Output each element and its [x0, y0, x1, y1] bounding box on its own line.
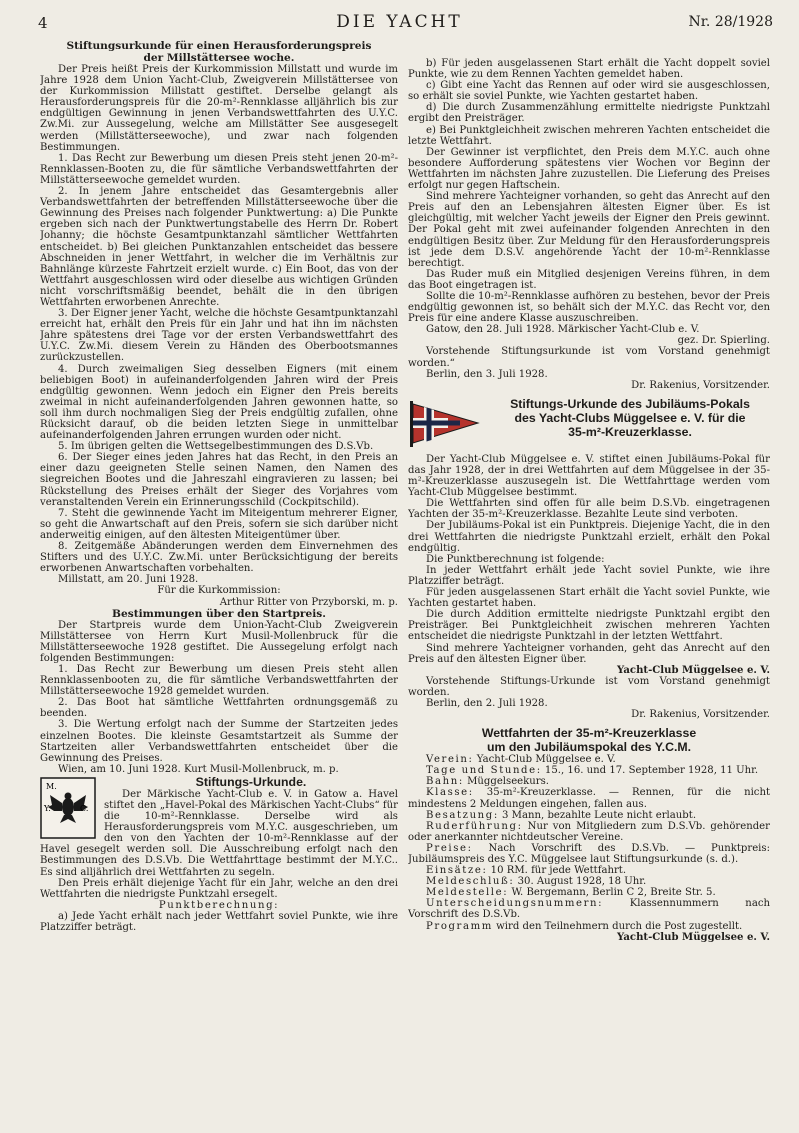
- place-date: Millstatt, am 20. Juni 1928.: [58, 574, 199, 586]
- field-entry: [408, 821, 770, 843]
- field-label: Programm: [426, 920, 493, 932]
- paragraph: Vorstehende Stiftungsurkunde ist vom Vorstand genehmigt worden.“: [408, 346, 770, 369]
- signature: Yacht-Club Müggelsee e. V.: [616, 664, 770, 676]
- paragraph: 1. Das Recht zur Bewerbung um diesen Preis steht allen Rennklassenbooten zu, die für sämtliche Verbandswettfahrten der Millstätterseewoche 1928 gemeldet wurden.: [40, 663, 398, 698]
- paragraph: Der Startpreis wurde dem Union-Yacht-Club Zweigverein Millstättersee von Herrn Kurt Musil-Mollenbruck für die Millstätterseewoche 1928 gestiftet. Die Aussegelung erfolgt nach folgenden Bestimmungen:: [40, 619, 398, 664]
- paragraph: Sind mehrere Yachteigner vorhanden, so geht das Anrecht auf den Preis auf den an Lebensjahren ältesten Eigner über. Es ist gleichgültig, mit welcher Yacht jeweils der Eigner den Preis gewinnt. Der Pokal geht mit zwei aufeinander folgenden Anrechten in den endgültigen Besitz über. Zur Meldung für den Herausforderungspreis ist jede dem D.S.V. angehörende Yacht der 10-m²-Rennklasse berechtigt.: [408, 191, 770, 269]
- paragraph: 4. Durch zweimaligen Sieg desselben Eigners (mit einem beliebigen Boot) in aufeinanderfolgenden Jahren wird der Preis endgültig gewonnen. Wenn jedoch ein Eigner den Preis bereits zweimal in nicht aufeinanderfolgenden Jahren gewonnen hatte, so soll ihm durch nochmaligen Sieg der Preis endgültig zufallen, ohne Rücksicht darauf, ob die beiden letzten Siege in unmittelbar aufeinanderfolgenden Jahren errungen wurden oder nicht.: [40, 363, 398, 442]
- paragraph: Die Wettfahrten sind offen für alle beim D.S.Vb. eingetragenen Yachten der 35-m²-Kreuzerklasse. Bezahlte Leute sind verboten.: [408, 498, 770, 521]
- paragraph: In jeder Wettfahrt erhält jede Yacht soviel Punkte, wie ihre Platzziffer beträgt.: [408, 564, 770, 587]
- flag-letter: Y.: [44, 803, 51, 813]
- heading: Stiftungs-Urkunde.: [195, 774, 307, 789]
- field-label: Ruderführung:: [426, 820, 523, 832]
- field-entry: [408, 921, 770, 932]
- field-entry: [408, 754, 770, 765]
- field-value: wird den Teilnehmern durch die Post zugestellt.: [496, 920, 743, 932]
- paragraph: Der Yacht-Club Müggelsee e. V. stiftet einen Jubiläums-Pokal für das Jahr 1928, der in drei Wettfahrten auf dem Müggelsee in der 35-m²-Kreuzerklasse auszusegeln ist. Die Wettfahrttage werden vom Yacht-Club Müggelsee bestimmt.: [408, 453, 770, 499]
- signature: gez. Dr. Spierling.: [677, 335, 770, 347]
- field-entry: [408, 876, 770, 887]
- field-label: Meldestelle:: [426, 887, 509, 899]
- paragraph: b) Für jeden ausgelassenen Start erhält die Yacht doppelt soviel Punkte, wie zu dem Rennen Yachten gemeldet haben.: [408, 58, 770, 81]
- heading: des Yacht-Clubs Müggelsee e. V. für die: [514, 410, 746, 425]
- paragraph: Die durch Addition ermittelte niedrigste Punktzahl ergibt den Preisträger. Bei Punktgleichheit zwischen mehreren Yachten entscheidet die niedrigste Punktzahl in der letzten Wettfahrt.: [408, 609, 770, 643]
- paragraph: d) Die durch Zusammenzählung ermittelte niedrigste Punktzahl ergibt den Preisträger.: [408, 102, 770, 125]
- paragraph: c) Gibt eine Yacht das Rennen auf oder wird sie ausgeschlossen, so erhält sie soviel Punkte, wie Yachten gestartet haben.: [408, 80, 770, 103]
- paragraph: Der Preis heißt Preis der Kurkommission Millstatt und wurde im Jahre 1928 dem Union Yacht-Club, Zweigverein Millstättersee von der Kurkommission Millstatt gestiftet. Derselbe gelangt als Herausforderungspreis für die 20-m²-Rennklasse alljährlich bis zur endgültigen Gewinnung in jenen Verbandswettfahrten des U.Y.C. Zw.Mi. zur Aussegelung, welche am Millstätter See ausgesegelt werden (Millstätterseewoche), und zwar nach folgenden Bestimmungen.: [40, 64, 398, 153]
- heading: Stiftungsurkunde für einen Herausforderungspreis: [66, 40, 372, 52]
- paragraph: Der Jubiläums-Pokal ist ein Punktpreis. Diejenige Yacht, die in den drei Wettfahrten die niedrigste Punktzahl erzielt, erhält den Pokal endgültig.: [408, 520, 770, 554]
- left-column: [40, 40, 398, 1080]
- field-label: Einsätze:: [426, 865, 488, 877]
- field-entry: [408, 865, 770, 876]
- field-entry: [408, 810, 770, 821]
- paragraph: 3. Die Wertung erfolgt nach der Summe der Startzeiten jedes einzelnen Bootes. Die kleinste Gesamtstartzeit als Summe der Startzeiten aller Verbandswettfahrten entscheidet über die Gewinnung des Preises.: [40, 719, 398, 764]
- heading: um den Jubiläumspokal des Y.C.M.: [486, 740, 692, 755]
- paragraph: 2. Das Boot hat sämtliche Wettfahrten ordnungsgemäß zu beenden.: [40, 697, 398, 720]
- paragraph: Den Preis erhält diejenige Yacht für ein Jahr, welche an den drei Wettfahrten die niedrigste Punktzahl ersegelt.: [40, 877, 398, 900]
- paragraph: 8. Zeitgemäße Abänderungen werden dem Einvernehmen des Stifters und des U.Y.C. Zw.Mi. unter Berücksichtigung der bereits erworbenen Anwartschaften vorbehalten.: [40, 541, 398, 575]
- paragraph: 5. Im übrigen gelten die Wettsegelbestimmungen des D.S.Vb.: [58, 441, 374, 453]
- field-value: Nur von Mitgliedern zum D.S.Vb. gehörender oder anerkannter nichtdeutscher Vereine.: [408, 820, 770, 843]
- signature: Dr. Rakenius, Vorsitzender.: [631, 709, 770, 721]
- field-value: Müggelseekurs.: [467, 776, 549, 788]
- paragraph: Sind mehrere Yachteigner vorhanden, geht das Anrecht auf den Preis auf den ältesten Eigner über.: [408, 642, 770, 665]
- field-entry: [408, 843, 770, 865]
- paragraph: 2. In jenem Jahre entscheidet das Gesamtergebnis aller Verbandswettfahrten der betreffenden Millstätterseewoche über die Gewinnung des Preises nach folgender Punktwertung: a) Die Punkte ergeben sich nach der Punktwertungstabelle des Herrn Dr. Robert Johanny; die höchste Gesamtpunktanzahl sämtlicher Wettfahrten entscheidet. b) Bei gleichen Punktanzahlen entscheidet das bessere Abschneiden in jener Wettfahrt, in welcher die im Verhältnis zur Bahnlänge kürzeste Fahrtzeit erzielt wurde. c) Ein Boot, das von der Wettfahrt ausgeschlossen wird oder dieselbe aus wichtigen Gründen nicht vorschriftsmäßig beendet, behält die in den übrigen Wettfahrten erworbenen Anrechte.: [40, 186, 398, 308]
- field-value: W. Bergemann, Berlin C 2, Breite Str. 5.: [511, 887, 716, 899]
- field-entry: [408, 787, 770, 809]
- paragraph: 3. Der Eigner jener Yacht, welche die höchste Gesamtpunktanzahl erreicht hat, erhält den Preis für ein Jahr und hat ihn im nächsten Jahre spätestens drei Tage vor der ersten Verbandswettfahrt des U.Y.C. Zw.Mi. diesem Verein zu Händen des Oberbootsmannes zurückzustellen.: [40, 308, 398, 364]
- field-value: 35-m²-Kreuzerklasse. — Rennen, für die nicht mindestens 2 Meldungen eingehen, fallen aus.: [408, 787, 770, 810]
- field-entry: [408, 898, 770, 920]
- field-label: Klasse:: [426, 787, 474, 799]
- paragraph: Das Ruder muß ein Mitglied desjenigen Vereins führen, in dem das Boot eingetragen ist.: [408, 268, 770, 291]
- field-entry: [408, 776, 770, 787]
- field-value: 10 RM. für jede Wettfahrt.: [490, 865, 627, 877]
- field-entry: [408, 887, 770, 898]
- field-value: 30. August 1928, 18 Uhr.: [517, 876, 647, 888]
- field-label: Meldeschluß:: [426, 876, 515, 888]
- myc-burgee-flag: [40, 777, 96, 842]
- paragraph: Der Märkische Yacht-Club e. V. in Gatow a. Havel stiftet den „Havel-Pokal des Märkischen Yacht-Clubs“ für die 10-m²-Rennklasse. Derselbe wird als Herausforderungspreis vom M.Y.C. ausgeschrieben, um den von den Yachten der 10-m²-Rennklasse auf der Havel gesegelt werden soll. Die Ausschreibung erfolgt nach den Bestimmungen des D.S.Vb. Die Wettfahrttage bestimmt der M.Y.C.. Es sind alljährlich drei Wettfahrten zu segeln.: [40, 788, 398, 878]
- field-label: Bahn:: [426, 776, 464, 788]
- field-label: Unterscheidungsnummern:: [426, 898, 604, 910]
- field-value: Yacht-Club Müggelsee e. V.: [476, 754, 616, 766]
- field-value: 15., 16. und 17. September 1928, 11 Uhr.: [544, 765, 759, 777]
- heading: Wettfahrten der 35-m²-Kreuzerklasse: [481, 726, 697, 741]
- paragraph: Vorstehende Stiftungs-Urkunde ist vom Vorstand genehmigt worden.: [408, 675, 770, 698]
- signature-role: Für die Kurkommission:: [157, 585, 281, 597]
- heading: Bestimmungen über den Startpreis.: [112, 607, 326, 620]
- paragraph: a) Jede Yacht erhält nach jeder Wettfahrt soviel Punkte, wie ihre Platzziffer beträgt.: [40, 910, 398, 934]
- page-number: 4: [38, 14, 48, 32]
- heading: der Millstättersee woche.: [143, 52, 295, 64]
- field-label: Preise:: [426, 842, 473, 854]
- signature: Yacht-Club Müggelsee e. V.: [616, 931, 770, 943]
- paragraph: 1. Das Recht zur Bewerbung um diesen Preis steht jenen 20-m²-Rennklassen-Booten zu, die für sämtliche Verbandswettfahrten der Millstätterseewoche gemeldet wurden.: [40, 152, 398, 186]
- myc-burgee-icon: [40, 777, 96, 839]
- issue-number: Nr. 28/1928: [688, 14, 773, 30]
- field-label: Verein:: [426, 754, 474, 766]
- field-entry: [408, 765, 770, 776]
- field-label: Tage und Stunde:: [426, 765, 542, 777]
- page-header: [0, 14, 799, 40]
- field-label: Besatzung:: [426, 809, 499, 821]
- heading: Stiftungs-Urkunde des Jubiläums-Pokals: [510, 396, 750, 411]
- muggelsee-burgee-flag: [408, 399, 480, 452]
- paragraph: e) Bei Punktgleichheit zwischen mehreren Yachten entscheidet die letzte Wettfahrt.: [408, 124, 770, 147]
- paragraph: Der Gewinner ist verpflichtet, den Preis dem M.Y.C. auch ohne besondere Aufforderung spätestens vier Wochen vor Beginn der Wettfahrten im nächsten Jahre zuzustellen. Die Lieferung des Preises erfolgt nur gegen Haftschein.: [408, 146, 770, 192]
- heading: 35-m²-Kreuzerklasse.: [568, 424, 692, 439]
- signature: Gatow, den 28. Juli 1928. Märkischer Yacht-Club e. V.: [426, 324, 700, 336]
- paragraph: Sollte die 10-m²-Rennklasse aufhören zu bestehen, bevor der Preis endgültig gewonnen ist, so behält sich der M.Y.C. das Recht vor, den Preis für eine andere Klasse auszuschreiben.: [408, 290, 770, 325]
- place-date: Berlin, den 3. Juli 1928.: [426, 368, 548, 380]
- field-value: 3 Mann, bezahlte Leute nicht erlaubt.: [502, 809, 697, 821]
- paragraph: Die Punktberechnung ist folgende:: [426, 553, 605, 565]
- flag-letter: M.: [46, 781, 57, 791]
- muggelsee-burgee-icon: [408, 399, 480, 449]
- paragraph: 6. Der Sieger eines jeden Jahres hat das Recht, in den Preis an einer dazu geeigneten Stelle seinen Namen, den Namen des siegreichen Bootes und die Jahreszahl eingravieren zu lassen; bei Rückstellung des Preises erhält der Sieger des Vorjahres vom veranstaltenden Verein ein Erinnerungsschild (Cockpitschild).: [40, 452, 398, 508]
- magazine-title: DIE YACHT: [336, 12, 463, 32]
- signature: Dr. Rakenius, Vorsitzender.: [631, 379, 770, 391]
- paragraph: 7. Steht die gewinnende Yacht im Miteigentum mehrerer Eigner, so geht die Anwartschaft auf den Preis, sofern sie sich darüber nicht anderweitig einigen, auf den ältesten Miteigentümer über.: [40, 507, 398, 541]
- paragraph: Für jeden ausgelassenen Start erhält die Yacht soviel Punkte, wie Yachten gestartet haben.: [408, 587, 770, 610]
- field-value: Klassennummern nach Vorschrift des D.S.Vb.: [408, 898, 770, 921]
- field-value: Nach Vorschrift des D.S.Vb. — Punktpreis: Jubiläumspreis des Y.C. Müggelsee laut Stiftungsurkunde (s. d.).: [408, 842, 770, 865]
- signature: Wien, am 10. Juni 1928. Kurt Musil-Mollenbruck, m. p.: [58, 763, 339, 775]
- signature: Arthur Ritter von Przyborski, m. p.: [219, 596, 398, 608]
- flag-letter: C.: [80, 803, 89, 813]
- right-column: [408, 58, 770, 1118]
- place-date: Berlin, den 2. Juli 1928.: [426, 697, 548, 709]
- subheading: Punktberechnung:: [158, 899, 280, 911]
